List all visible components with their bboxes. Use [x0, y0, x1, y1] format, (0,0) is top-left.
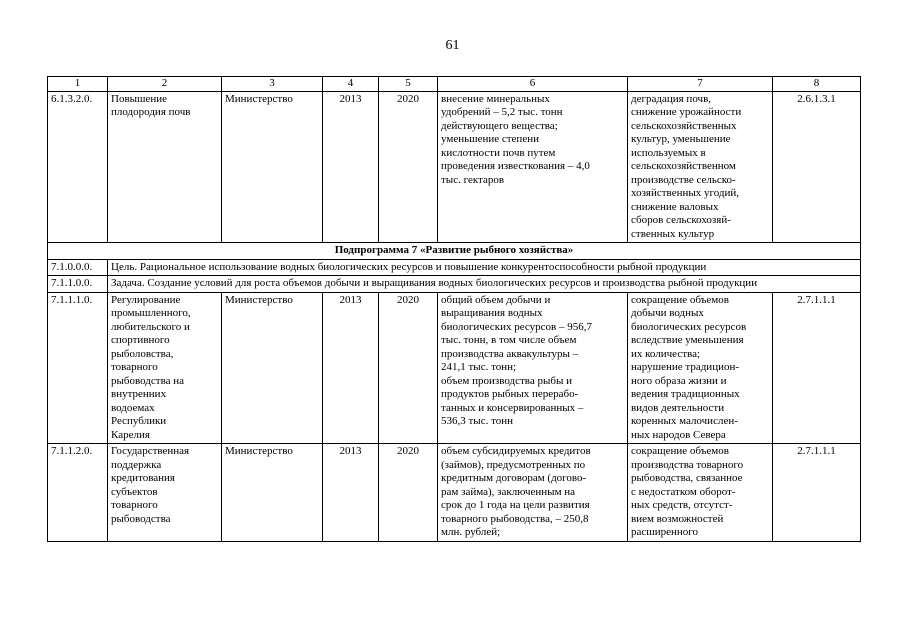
start-year: 2013	[323, 91, 379, 243]
measure-code: 6.1.3.2.0.	[48, 91, 108, 243]
column-number: 4	[323, 77, 379, 92]
task-text: Задача. Создание условий для роста объемов добычи и выращивания водных биологических ресурсов и производства рыбной продукции	[108, 276, 861, 293]
measure-code: 7.1.1.2.0.	[48, 444, 108, 542]
column-number: 2	[108, 77, 222, 92]
goal-text: Цель. Рациональное использование водных биологических ресурсов и повышение конкурентоспособности рыбной продукции	[108, 259, 861, 276]
start-year: 2013	[323, 444, 379, 542]
table-row	[48, 91, 861, 243]
column-number-row	[48, 77, 861, 92]
measure-name: Государственная поддержка кредитования субъектов товарного рыбоводства	[108, 444, 222, 542]
measure-name: Регулирование промышленного, любительского и спортивного рыболовства, товарного рыбоводства на внутренних водоемах Республики Карелия	[108, 292, 222, 444]
task-row	[48, 276, 861, 293]
column-number: 6	[438, 77, 628, 92]
table-row	[48, 292, 861, 444]
subprogram-title: Подпрограмма 7 «Развитие рыбного хозяйства»	[48, 243, 861, 260]
consequences: сокращение объемов добычи водных биологических ресурсов вследствие уменьшения их количества; нарушение традицион- ного образа жизни и ведения традиционных видов деятельности коренных малочислен- ных народов Севера	[628, 292, 773, 444]
indicator-link: 2.6.1.3.1	[773, 91, 861, 243]
executor: Министерство	[222, 91, 323, 243]
program-table	[47, 76, 861, 542]
column-number: 3	[222, 77, 323, 92]
executor: Министерство	[222, 444, 323, 542]
end-year: 2020	[379, 292, 438, 444]
consequences: сокращение объемов производства товарного рыбоводства, связанное с недостатком оборот- ных средств, отсутст- вием возможностей расширенного	[628, 444, 773, 542]
end-year: 2020	[379, 444, 438, 542]
goal-row	[48, 259, 861, 276]
goal-code: 7.1.0.0.0.	[48, 259, 108, 276]
measure-name: Повышение плодородия почв	[108, 91, 222, 243]
consequences: деградация почв, снижение урожайности сельскохозяйственных культур, уменьшение используемых в сельскохозяйственном производстве сельско- хозяйственных угодий, снижение валовых сборов сельскохозяй- ственных культур	[628, 91, 773, 243]
expected-result: внесение минеральных удобрений – 5,2 тыс. тонн действующего вещества; уменьшение степени кислотности почв путем проведения известкования – 4,0 тыс. гектаров	[438, 91, 628, 243]
executor: Министерство	[222, 292, 323, 444]
measure-code: 7.1.1.1.0.	[48, 292, 108, 444]
expected-result: объем субсидируемых кредитов (займов), предусмотренных по кредитным договорам (догово- рам займа), заключенным на срок до 1 года на цели развития товарного рыбоводства, – 250,8 млн. рублей;	[438, 444, 628, 542]
task-code: 7.1.1.0.0.	[48, 276, 108, 293]
table-row	[48, 444, 861, 542]
expected-result: общий объем добычи и выращивания водных биологических ресурсов – 956,7 тыс. тонн, в том числе объем производства аквакультуры – 241,1 тыс. тонн; объем производства рыбы и продуктов рыбных перерабо- танных и консервированных – 536,3 тыс. тонн	[438, 292, 628, 444]
indicator-link: 2.7.1.1.1	[773, 292, 861, 444]
column-number: 7	[628, 77, 773, 92]
start-year: 2013	[323, 292, 379, 444]
column-number: 8	[773, 77, 861, 92]
page-number: 61	[445, 38, 460, 53]
end-year: 2020	[379, 91, 438, 243]
subprogram-row	[48, 243, 861, 260]
column-number: 1	[48, 77, 108, 92]
indicator-link: 2.7.1.1.1	[773, 444, 861, 542]
column-number: 5	[379, 77, 438, 92]
